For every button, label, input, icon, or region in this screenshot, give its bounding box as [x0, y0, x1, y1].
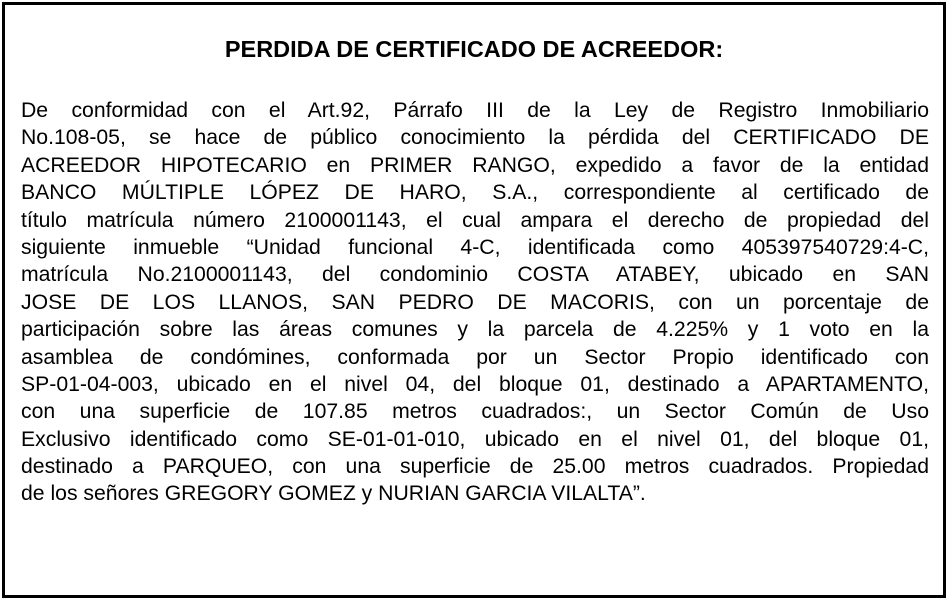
notice-line: BANCO MÚLTIPLE LÓPEZ DE HARO, S.A., correspondiente al certificado de [21, 181, 929, 205]
notice-line: ACREEDOR HIPOTECARIO en PRIMER RANGO, expedido a favor de la entidad [21, 153, 929, 177]
notice-line: Exclusivo identificado como SE-01-01-010, ubicado en el nivel 01, del bloque 01, [21, 427, 929, 451]
notice-line: título matrícula número 2100001143, el cual ampara el derecho de propiedad del [21, 208, 929, 232]
notice-line: participación sobre las áreas comunes y la parcela de 4.225% y 1 voto en la [21, 318, 929, 342]
notice-line: JOSE DE LOS LLANOS, SAN PEDRO DE MACORIS, con un porcentaje de [21, 290, 929, 314]
notice-line: de los señores GREGORY GOMEZ y NURIAN GARCIA VILALTA”. [21, 482, 646, 506]
notice-line: SP-01-04-003, ubicado en el nivel 04, del bloque 01, destinado a APARTAMENTO, [21, 372, 929, 396]
notice-body [21, 97, 929, 508]
notice-line: asamblea de condómines, conformada por un Sector Propio identificado con [21, 345, 929, 369]
notice-line: siguiente inmueble “Unidad funcional 4-C, identificada como 405397540729:4-C, [21, 235, 929, 259]
notice-title: PERDIDA DE CERTIFICADO DE ACREEDOR: [224, 36, 724, 62]
notice-line: De conformidad con el Art.92, Párrafo III de la Ley de Registro Inmobiliario [21, 99, 929, 122]
notice-line: matrícula No.2100001143, del condominio COSTA ATABEY, ubicado en SAN [21, 263, 929, 287]
notice-line: con una superficie de 107.85 metros cuadrados:, un Sector Común de Uso [21, 400, 929, 424]
notice-line: No.108-05, se hace de público conocimiento la pérdida del CERTIFICADO DE [21, 126, 929, 150]
notice-frame [2, 2, 946, 598]
notice-line: destinado a PARQUEO, con una superficie de 25.00 metros cuadrados. Propiedad [21, 455, 929, 479]
